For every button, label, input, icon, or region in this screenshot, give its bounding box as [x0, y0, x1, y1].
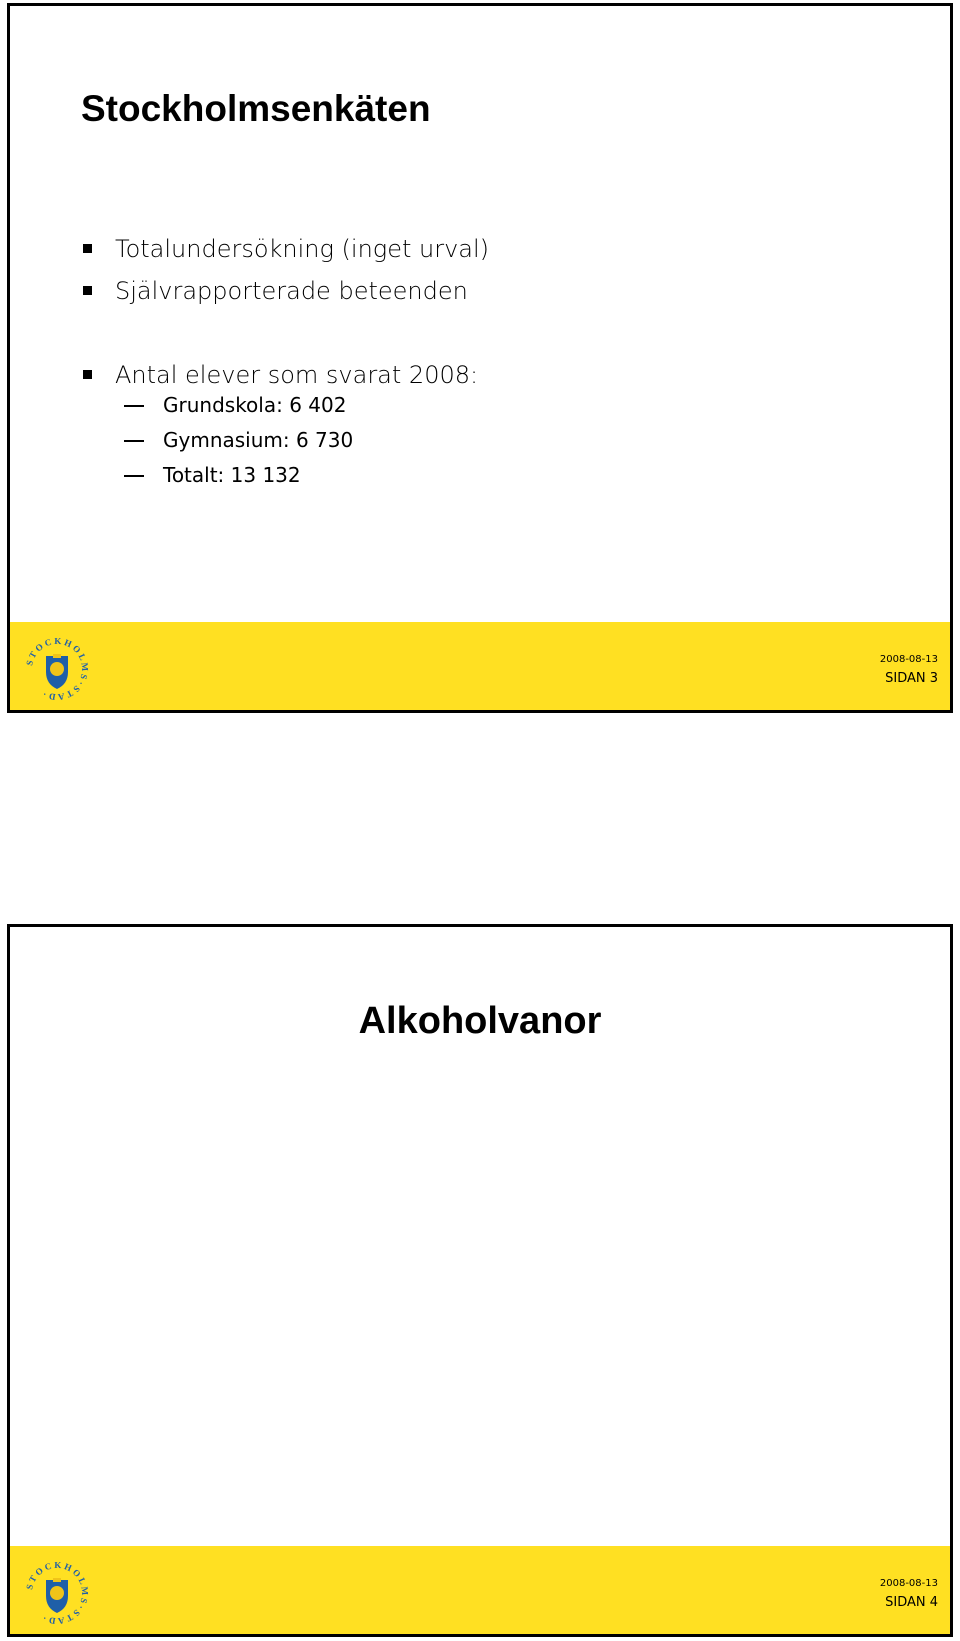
- sub-bullet-item: Gymnasium: 6 730: [124, 423, 353, 458]
- svg-text:S T O C K H O L M S · S T A D: S T O C K H O L M S · S T A D ·: [24, 1559, 91, 1627]
- svg-text:S T O C K H O L M S · S T A D: S T O C K H O L M S · S T A D ·: [24, 635, 91, 703]
- dash-bullet-icon: [124, 475, 144, 477]
- square-bullet-icon: [83, 244, 92, 253]
- square-bullet-icon: [83, 286, 92, 295]
- footer-date: 2008-08-13: [879, 1578, 938, 1589]
- bullet-item: Totalundersökning (inget urval): [80, 228, 489, 270]
- stockholm-stad-logo: [22, 1558, 92, 1628]
- slide-4: [7, 924, 953, 1637]
- footer-page-number: SIDAN 4: [885, 1595, 938, 1610]
- sub-bullet-item: Grundskola: 6 402: [124, 388, 353, 423]
- dash-bullet-icon: [124, 440, 144, 442]
- slide-3: [7, 3, 953, 713]
- slide-title: Alkoholvanor: [358, 1000, 602, 1042]
- stockholm-stad-logo: [22, 634, 92, 704]
- bullet-list: [80, 228, 489, 396]
- slide-footer: [10, 1546, 950, 1634]
- slide-title: Stockholmsenkäten: [81, 88, 431, 129]
- slide-footer: [10, 622, 950, 710]
- dash-bullet-icon: [124, 405, 144, 407]
- sub-bullet-list: [124, 388, 353, 493]
- footer-page-number: SIDAN 3: [885, 671, 938, 686]
- footer-date: 2008-08-13: [879, 654, 938, 665]
- bullet-item: Självrapporterade beteenden: [80, 270, 489, 312]
- square-bullet-icon: [83, 370, 92, 379]
- sub-bullet-item: Totalt: 13 132: [124, 458, 353, 493]
- bullet-item: Antal elever som svarat 2008:: [80, 354, 489, 396]
